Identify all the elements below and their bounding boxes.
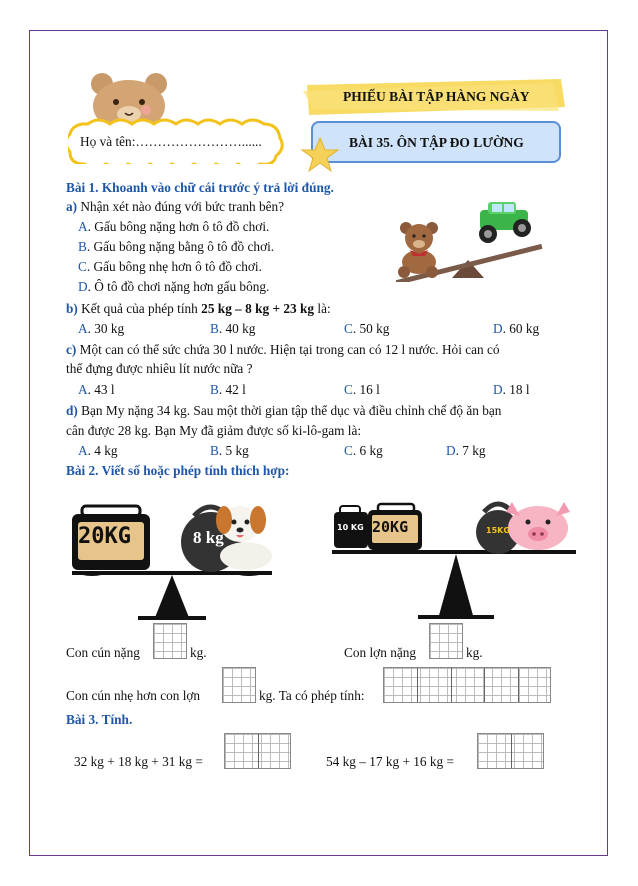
toy-car-icon [479, 202, 531, 243]
bai3-expression-1: 32 kg + 18 kg + 31 kg = [74, 754, 203, 769]
option-d-d[interactable]: D. 7 kg [446, 443, 486, 458]
option-a-a[interactable]: A. Gấu bông nặng hơn ô tô đồ chơi. [78, 219, 270, 234]
weight-10kg-label: 10 KG [337, 523, 364, 532]
option-b-a[interactable]: A. 30 kg [78, 321, 125, 336]
option-d-c[interactable]: C. 6 kg [344, 443, 383, 458]
question-c-line2: thể đựng được nhiêu lít nước nữa ? [66, 361, 253, 376]
name-field-label[interactable]: Họ và tên:……………………...... [80, 134, 262, 149]
bai1-heading: Bài 1. Khoanh vào chữ cái trước ý trả lời đúng. [66, 180, 334, 195]
question-d-line2: cân được 28 kg. Bạn My đã giảm được số ki-lô-gam là: [66, 423, 362, 438]
compare-answer-box[interactable] [222, 667, 256, 703]
option-c-c[interactable]: C. 16 l [344, 382, 380, 397]
weight-20kg-label: 20KG [78, 524, 131, 549]
dog-weight-label: 8 kg [193, 528, 224, 547]
dog-weight-question: Con cún nặng [66, 645, 140, 660]
question-d-line1: d) Bạn My nặng 34 kg. Sau một thời gian tập thể dục và điều chỉnh chế độ ăn bạn [66, 403, 502, 418]
compare-expression-box[interactable] [383, 667, 551, 703]
option-a-b[interactable]: B. Gấu bông nặng bằng ô tô đồ chơi. [78, 239, 275, 254]
option-c-a[interactable]: A. 43 l [78, 382, 115, 397]
dog-weight-answer-box[interactable] [153, 623, 187, 659]
balance-scale-dog [68, 490, 278, 620]
pig-weight-question: Con lợn nặng [344, 645, 417, 660]
question-b: b) Kết quả của phép tính 25 kg – 8 kg + 23 kg là: [66, 301, 331, 316]
compare-question: Con cún nhẹ hơn con lợn [66, 688, 201, 703]
option-d-a[interactable]: A. 4 kg [78, 443, 118, 458]
bai3-heading: Bài 3. Tính. [66, 712, 133, 727]
question-c-line1: c) Một can có thể sức chứa 30 l nước. Hiện tại trong can có 12 l nước. Hỏi can có [66, 342, 500, 357]
pig-unit: kg. [466, 645, 483, 660]
lesson-title-box [311, 121, 561, 163]
bai3-expression-2: 54 kg – 17 kg + 16 kg = [326, 754, 455, 769]
bai2-heading: Bài 2. Viết số hoặc phép tính thích hợp: [66, 463, 290, 478]
pig-weight-answer-box[interactable] [429, 623, 463, 659]
worksheet-title: PHIẾU BÀI TẬP HÀNG NGÀY [343, 89, 530, 104]
compare-suffix: kg. Ta có phép tính: [259, 688, 365, 703]
option-c-b[interactable]: B. 42 l [210, 382, 246, 397]
balance-scale-pig [330, 492, 580, 622]
seesaw-bear-car-picture [392, 198, 552, 282]
option-a-d[interactable]: D. Ô tô đồ chơi nặng hơn gấu bông. [78, 279, 270, 294]
option-a-c[interactable]: C. Gấu bông nhẹ hơn ô tô đồ chơi. [78, 259, 262, 274]
question-a: a) Nhận xét nào đúng với bức tranh bên? [66, 199, 285, 214]
option-c-d[interactable]: D. 18 l [493, 382, 530, 397]
star-icon [300, 137, 340, 173]
option-b-b[interactable]: B. 40 kg [210, 321, 256, 336]
pig-weight-label: 15KG [486, 526, 510, 535]
option-b-c[interactable]: C. 50 kg [344, 321, 390, 336]
bai3-answer-box-1[interactable] [224, 733, 291, 769]
lesson-title: BÀI 35. ÔN TẬP ĐO LƯỜNG [349, 135, 524, 150]
teddy-bear-icon [398, 222, 438, 278]
dog-unit: kg. [190, 645, 207, 660]
option-d-b[interactable]: B. 5 kg [210, 443, 249, 458]
weight-20kg-small-label: 20KG [372, 518, 409, 536]
bai3-answer-box-2[interactable] [477, 733, 544, 769]
option-b-d[interactable]: D. 60 kg [493, 321, 540, 336]
